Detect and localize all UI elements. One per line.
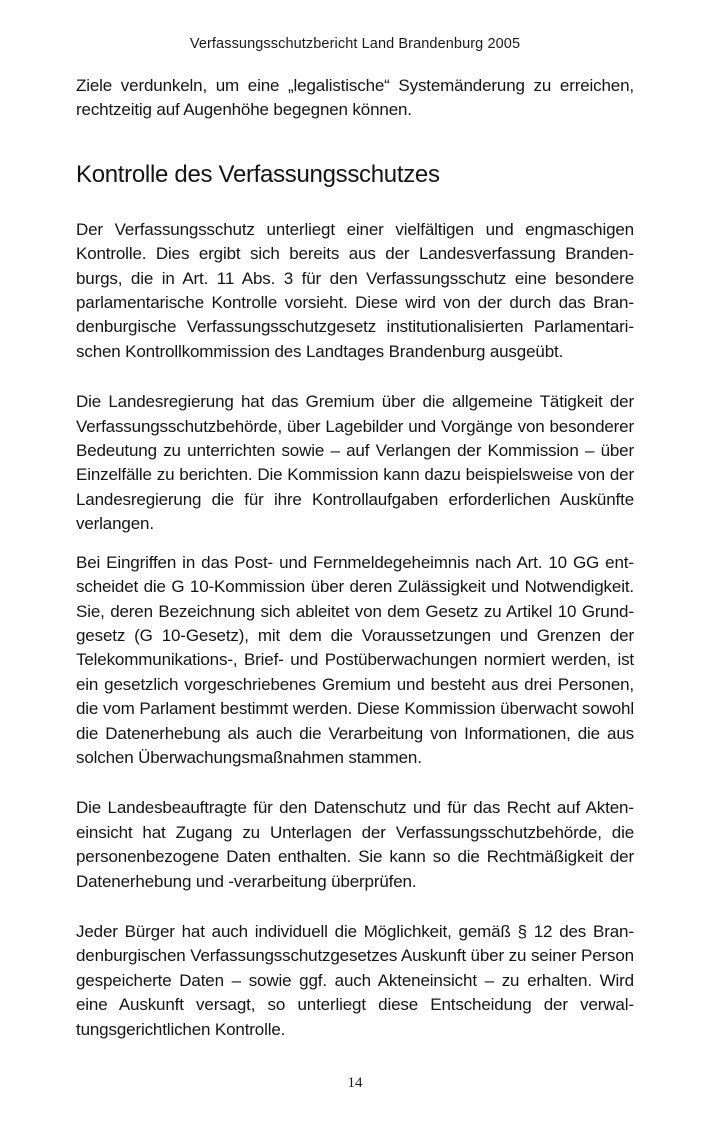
paragraph-5: Jeder Bürger hat auch individuell die Möglichkeit, gemäß § 12 des Brandenburgischen Verfassungsschutzgesetzes Auskunft über zu seiner Person gespeicherte Daten – sowie ggf. auch Akteneinsicht – zu erhalten. Wird eine Auskunft versagt, so unterliegt diese Entscheidung der verwaltungsgerichtlichen Kontrolle.	[76, 921, 634, 1039]
page-body	[76, 74, 634, 1042]
paragraph-3: Bei Eingriffen in das Post- und Fernmeldegeheimnis nach Art. 10 GG entscheidet die G 10-Kommission über deren Zulässigkeit und Notwendigkeit. Sie, deren Bezeichnung sich ableitet von dem Gesetz zu Artikel 10 Grundgesetz (G 10-Gesetz), mit dem die Voraussetzungen und Grenzen der Telekommunikations-, Brief- und Postüberwachungen normiert werden, ist ein gesetzlich vorgeschriebenes Gremium und besteht aus drei Personen, die vom Parlament bestimmt werden. Diese Kommission überwacht sowohl die Datenerhebung als auch die Verarbeitung von Informationen, die aus solchen Überwachungsmaßnahmen stammen.	[76, 552, 634, 767]
paragraph-1: Der Verfassungsschutz unterliegt einer vielfältigen und engmaschigen Kontrolle. Dies ergibt sich bereits aus der Landesverfassung Brandenburgs, die in Art. 11 Abs. 3 für den Verfassungsschutz eine besondere parlamentarische Kontrolle vorsieht. Diese wird von der durch das Brandenburgische Verfassungsschutzgesetz institutionalisierten Parlamentarischen Kontrollkommission des Landtages Brandenburg ausgeübt.	[76, 219, 634, 361]
section-heading: Kontrolle des Verfassungsschutzes	[76, 160, 440, 188]
paragraph-4: Die Landesbeauftragte für den Datenschutz und für das Recht auf Akteneinsicht hat Zugang zu Unterlagen der Verfassungsschutzbehörde, die personenbezogene Daten enthalten. Sie kann so die Rechtmäßigkeit der Datenerhebung und -verarbeitung überprüfen.	[76, 798, 634, 891]
page-number: 14	[347, 1075, 363, 1091]
paragraph-2: Die Landesregierung hat das Gremium über die allgemeine Tätigkeit der Verfassungsschutzbehörde, über Lagebilder und Vorgänge von besonderer Bedeutung zu unterrichten sowie – auf Verlangen der Kommission – über Einzelfälle zu berichten. Die Kommission kann dazu beispielsweise von der Landesregierung die für ihre Kontrollaufgaben erforderlichen Auskünfte verlangen.	[76, 392, 634, 534]
intro-paragraph: Ziele verdunkeln, um eine „legalistische“ Systemänderung zu erreichen, rechtzeitig auf Augenhöhe begegnen können.	[76, 76, 634, 120]
running-header: Verfassungsschutzbericht Land Brandenburg 2005	[189, 36, 521, 52]
